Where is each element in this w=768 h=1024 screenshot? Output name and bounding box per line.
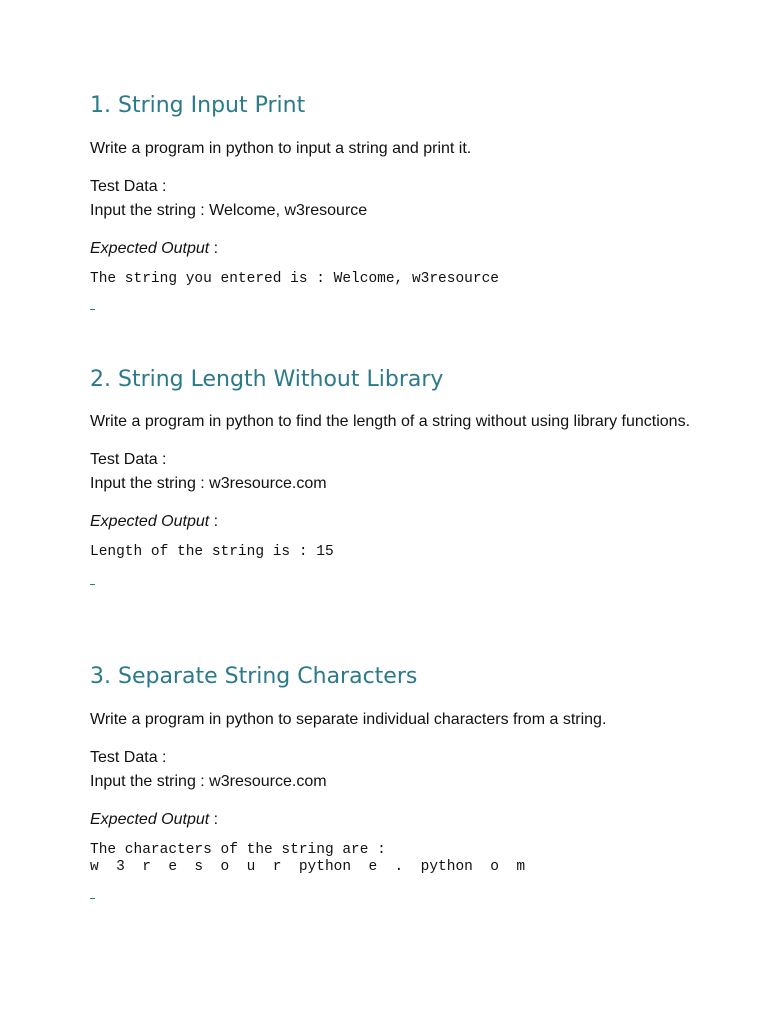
exercise-3-output: The characters of the string are : w 3 r e s o u r python e . python o m bbox=[90, 842, 526, 875]
exercise-3-description: Write a program in python to separate individual characters from a string. bbox=[90, 711, 607, 728]
exercise-1-title: 1. String Input Print bbox=[90, 93, 306, 118]
expected-output-label bbox=[90, 510, 710, 534]
exercise-2 bbox=[90, 366, 710, 585]
expected-output-colon: : bbox=[209, 811, 219, 828]
expected-output-text: Expected Output bbox=[90, 240, 210, 257]
exercise-2-solution-link[interactable] bbox=[90, 584, 95, 585]
exercise-2-output: Length of the string is : 15 bbox=[90, 544, 334, 560]
test-data-label: Test Data : bbox=[90, 451, 167, 468]
expected-output-text: Expected Output bbox=[90, 811, 210, 828]
expected-output-label bbox=[90, 808, 710, 832]
expected-output-label bbox=[90, 237, 710, 261]
exercise-1-description: Write a program in python to input a string and print it. bbox=[90, 140, 472, 157]
exercise-3-test-data bbox=[90, 746, 710, 794]
exercise-2-title: 2. String Length Without Library bbox=[90, 367, 444, 392]
expected-output-colon: : bbox=[209, 513, 219, 530]
test-data-label: Test Data : bbox=[90, 178, 167, 195]
expected-output-colon: : bbox=[209, 240, 219, 257]
test-input: Input the string : w3resource.com bbox=[90, 475, 327, 492]
exercise-1 bbox=[90, 92, 710, 310]
exercise-1-output: The string you entered is : Welcome, w3resource bbox=[90, 271, 499, 287]
exercise-1-test-data bbox=[90, 175, 710, 223]
exercise-2-test-data bbox=[90, 448, 710, 496]
exercise-2-description: Write a program in python to find the length of a string without using library functions. bbox=[90, 413, 691, 430]
exercise-3 bbox=[90, 663, 710, 899]
expected-output-text: Expected Output bbox=[90, 513, 210, 530]
exercise-3-title: 3. Separate String Characters bbox=[90, 664, 418, 689]
test-data-label: Test Data : bbox=[90, 749, 167, 766]
test-input: Input the string : Welcome, w3resource bbox=[90, 202, 368, 219]
test-input: Input the string : w3resource.com bbox=[90, 773, 327, 790]
exercise-1-solution-link[interactable] bbox=[90, 309, 95, 310]
exercise-3-solution-link[interactable] bbox=[90, 898, 95, 899]
